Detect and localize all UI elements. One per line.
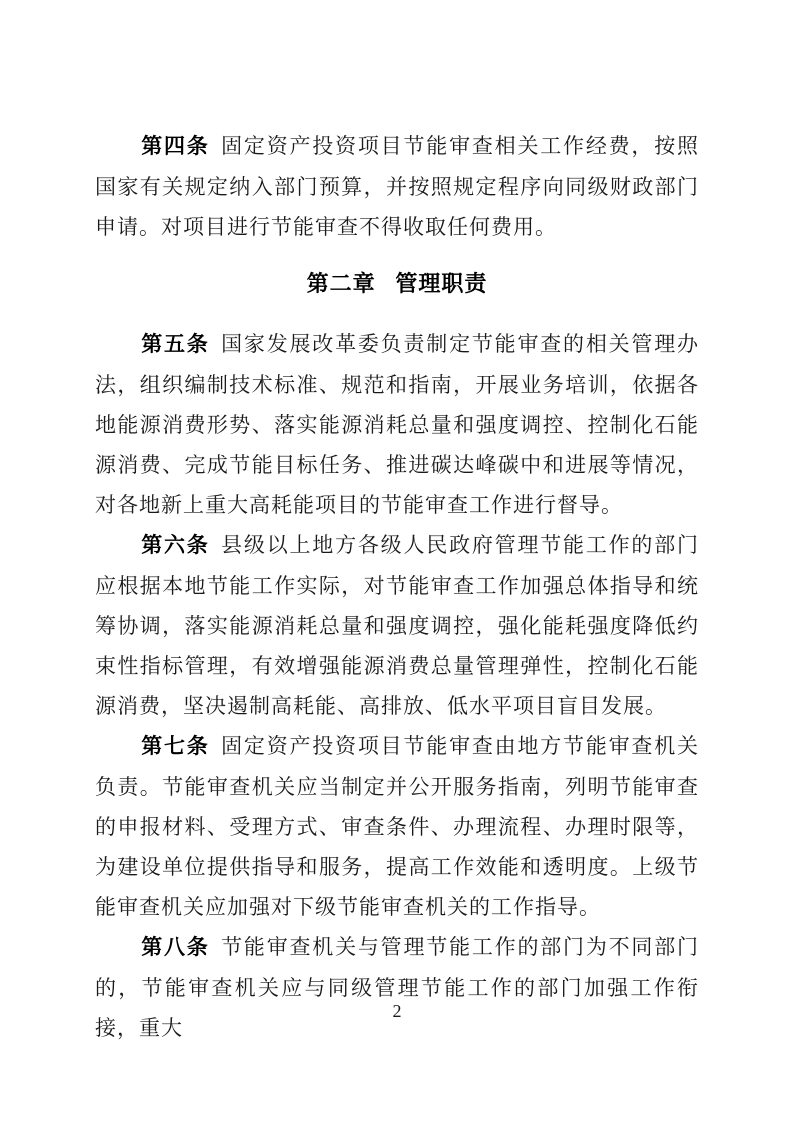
page-number: 2 bbox=[392, 1001, 402, 1021]
article-8-text: 节能审查机关与管理节能工作的部门为不同部门的，节能审查机关应与同级管理节能工作的部门加强工作衔接，重大 bbox=[95, 935, 700, 1040]
article-5-number: 第五条 bbox=[141, 333, 210, 356]
article-6-text: 县级以上地方各级人民政府管理节能工作的部门应根据本地节能工作实际，对节能审查工作加强总体指导和统筹协调，落实能源消耗总量和强度调控，强化能耗强度降低约束性指标管理，有效增强能源消费总量管理弹性，控制化石能源消费，坚决遏制高耗能、高排放、低水平项目盲目发展。 bbox=[95, 533, 700, 718]
article-4-text: 固定资产投资项目节能审查相关工作经费，按照国家有关规定纳入部门预算，并按照规定程序向同级财政部门申请。对项目进行节能审查不得收取任何费用。 bbox=[95, 134, 700, 239]
paragraph-article-8 bbox=[95, 927, 699, 1048]
paragraph-article-7 bbox=[95, 726, 699, 927]
chapter-title: 管理职责 bbox=[395, 271, 488, 296]
article-4-number: 第四条 bbox=[141, 135, 210, 158]
paragraph-article-4 bbox=[95, 126, 699, 247]
article-7-number: 第七条 bbox=[141, 735, 210, 758]
article-8-number: 第八条 bbox=[141, 936, 210, 959]
page-footer bbox=[0, 998, 794, 1024]
chapter-heading bbox=[95, 264, 699, 304]
paragraph-article-5 bbox=[95, 324, 699, 525]
chapter-number: 第二章 bbox=[306, 271, 376, 296]
article-7-text: 固定资产投资项目节能审查由地方节能审查机关负责。节能审查机关应当制定并公开服务指南，列明节能审查的申报材料、受理方式、审查条件、办理流程、办理时限等，为建设单位提供指导和服务，提高工作效能和透明度。上级节能审查机关应加强对下级节能审查机关的工作指导。 bbox=[95, 734, 700, 919]
article-6-number: 第六条 bbox=[141, 534, 210, 557]
article-5-text: 国家发展改革委负责制定节能审查的相关管理办法，组织编制技术标准、规范和指南，开展业务培训，依据各地能源消费形势、落实能源消耗总量和强度调控、控制化石能源消费、完成节能目标任务、推进碳达峰碳中和进展等情况，对各地新上重大高耗能项目的节能审查工作进行督导。 bbox=[95, 332, 700, 517]
paragraph-article-6 bbox=[95, 525, 699, 726]
